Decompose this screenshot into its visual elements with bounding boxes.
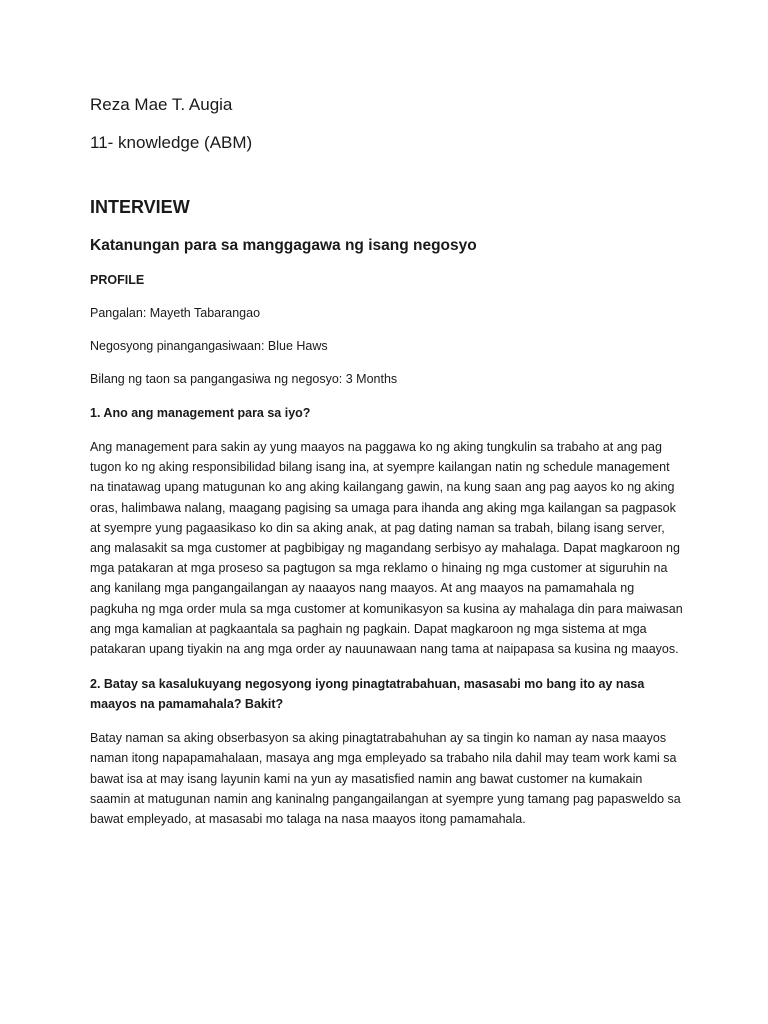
question-2: 2. Batay sa kasalukuyang negosyong iyong pinagtatrabahuan, masasabi mo bang ito ay nasa maayos na pamamahala? Bakit? [90,677,645,712]
answer-2: Batay naman sa aking obserbasyon sa aking pinagtatrabahuhan ay sa tingin ko naman ay nasa maayos naman itong napapamahalaan, masaya ang mga empleyado sa trabaho nila dahil may team work kami sa bawat isa at may isang layunin kami na yun ay masatisfied namin ang bawat customer na kumakain saamin at matugunan namin ang kaninalng pangangailangan at syempre yung tamang pag papasweldo sa bawat empleyado, at masasabi mo talaga na nasa maayos itong pamamahala. [90,731,681,827]
answer-1: Ang management para sakin ay yung maayos na paggawa ko ng aking tungkulin sa trabaho at ang pag tugon ko ng aking responsibilidad bilang isang ina, at syempre kailangan natin ng schedule management na tinatawag upang matugunan ko ang aking kailangang gawin, na kung saan ang pag aayos ko ng aking oras, halimbawa nalang, maagang pagising sa umaga para ihanda ang aking mga kailangan sa pagpasok at syempre yung pagaasikaso ko din sa aking anak, at pag dating naman sa trabah, bilang isang server, ang malasakit sa mga customer at pagbibigay ng magandang serbisyo ay mahalaga. Dapat magkaroon ng mga patakaran at mga proseso sa pagtugon sa mga reklamo o hinaing ng mga customer at siguruhin na ang kanilang mga pangangailangan ay naaayos nang maayos. At ang maayos na pamamahala ng pagkuha ng mga order mula sa mga customer at komunikasyon sa kusina ay mahalaga din para maiwasan ang mga kamalian at pagkaantala sa paghain ng pagkain. Dapat magkaroon ng mga sistema at mga patakaran upang tiyakin na ang mga order ay nauunawaan nang tama at naipapasa sa kusina ng maayos. [90,440,683,657]
profile-heading: PROFILE [90,273,145,287]
document-subtitle: Katanungan para sa manggagawa ng isang negosyo [90,237,477,254]
profile-name: Pangalan: Mayeth Tabarangao [90,306,261,320]
document-title: INTERVIEW [90,197,190,217]
author-name: Reza Mae T. Augia [90,95,233,114]
class-section: 11- knowledge (ABM) [90,133,253,152]
profile-years: Bilang ng taon sa pangangasiwa ng negosyo: 3 Months [90,372,398,386]
question-1: 1. Ano ang management para sa iyo? [90,406,311,420]
profile-business: Negosyong pinangangasiwaan: Blue Haws [90,339,328,353]
